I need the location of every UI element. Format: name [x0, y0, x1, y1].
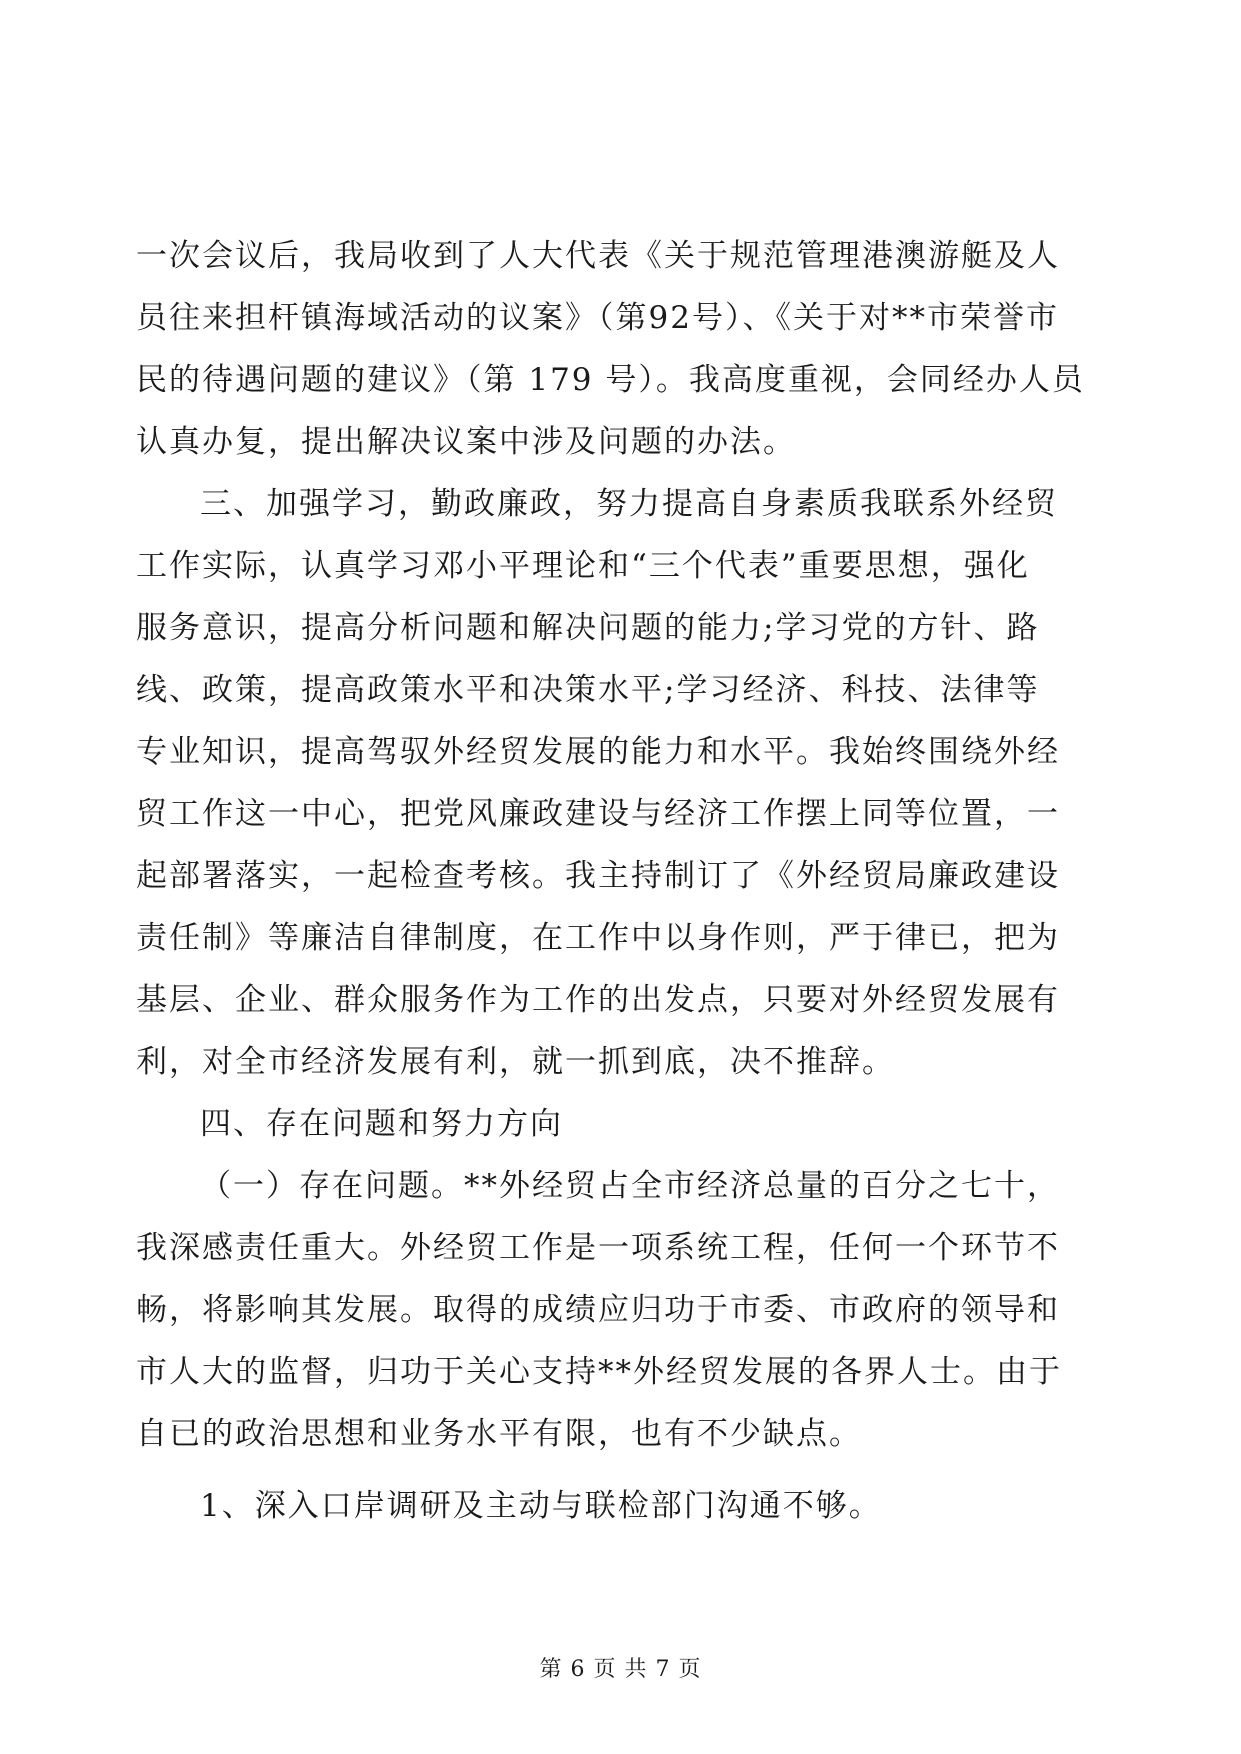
text-line: 线、政策，提高政策水平和决策水平;学习经济、科技、法律等: [136, 672, 1040, 708]
text-line: 服务意识，提高分析问题和解决问题的能力;学习党的方针、路: [136, 610, 1040, 646]
text-line: 工作实际，认真学习邓小平理论和“三个代表”重要思想，强化: [136, 548, 1030, 584]
section-heading-line: 三、加强学习，勤政廉政，努力提高自身素质我联系外经贸: [200, 486, 1058, 522]
subsection-heading-line: （一）存在问题。**外经贸占全市经济总量的百分之七十，: [200, 1168, 1060, 1204]
list-item-line: 1、深入口岸调研及主动与联检部门沟通不够。: [200, 1488, 882, 1524]
section-heading-line: 四、存在问题和努力方向: [200, 1106, 563, 1142]
text-line: 利，对全市经济发展有利，就一抓到底，决不推辞。: [136, 1044, 895, 1080]
text-line: 民的待遇问题的建议》（第 179 号）。我高度重视，会同经办人员: [136, 362, 1085, 398]
text-line: 基层、企业、群众服务作为工作的出发点，只要对外经贸发展有: [136, 982, 1060, 1018]
text-line: 贸工作这一中心，把党风廉政建设与经济工作摆上同等位置，一: [136, 796, 1060, 832]
document-body: [136, 225, 1096, 1537]
page-footer: 第 6 页 共 7 页: [539, 1657, 702, 1682]
text-line: 责任制》等廉洁自律制度，在工作中以身作则，严于律已，把为: [136, 920, 1060, 956]
text-line: 市人大的监督，归功于关心支持**外经贸发展的各界人士。由于: [136, 1354, 1062, 1390]
text-line: 起部署落实，一起检查考核。我主持制订了《外经贸局廉政建设: [136, 858, 1060, 894]
text-line: 畅，将影响其发展。取得的成绩应归功于市委、市政府的领导和: [136, 1292, 1060, 1328]
text-line: 认真办复，提出解决议案中涉及问题的办法。: [136, 424, 796, 460]
text-line: 员往来担杆镇海域活动的议案》（第92号）、《关于对**市荣誉市: [136, 300, 1059, 336]
text-line: 一次会议后，我局收到了人大代表《关于规范管理港澳游艇及人: [136, 238, 1060, 274]
text-line: 自已的政治思想和业务水平有限，也有不少缺点。: [136, 1416, 862, 1452]
text-line: 专业知识，提高驾驭外经贸发展的能力和水平。我始终围绕外经: [136, 734, 1060, 770]
text-line: 我深感责任重大。外经贸工作是一项系统工程，任何一个环节不: [136, 1230, 1060, 1266]
